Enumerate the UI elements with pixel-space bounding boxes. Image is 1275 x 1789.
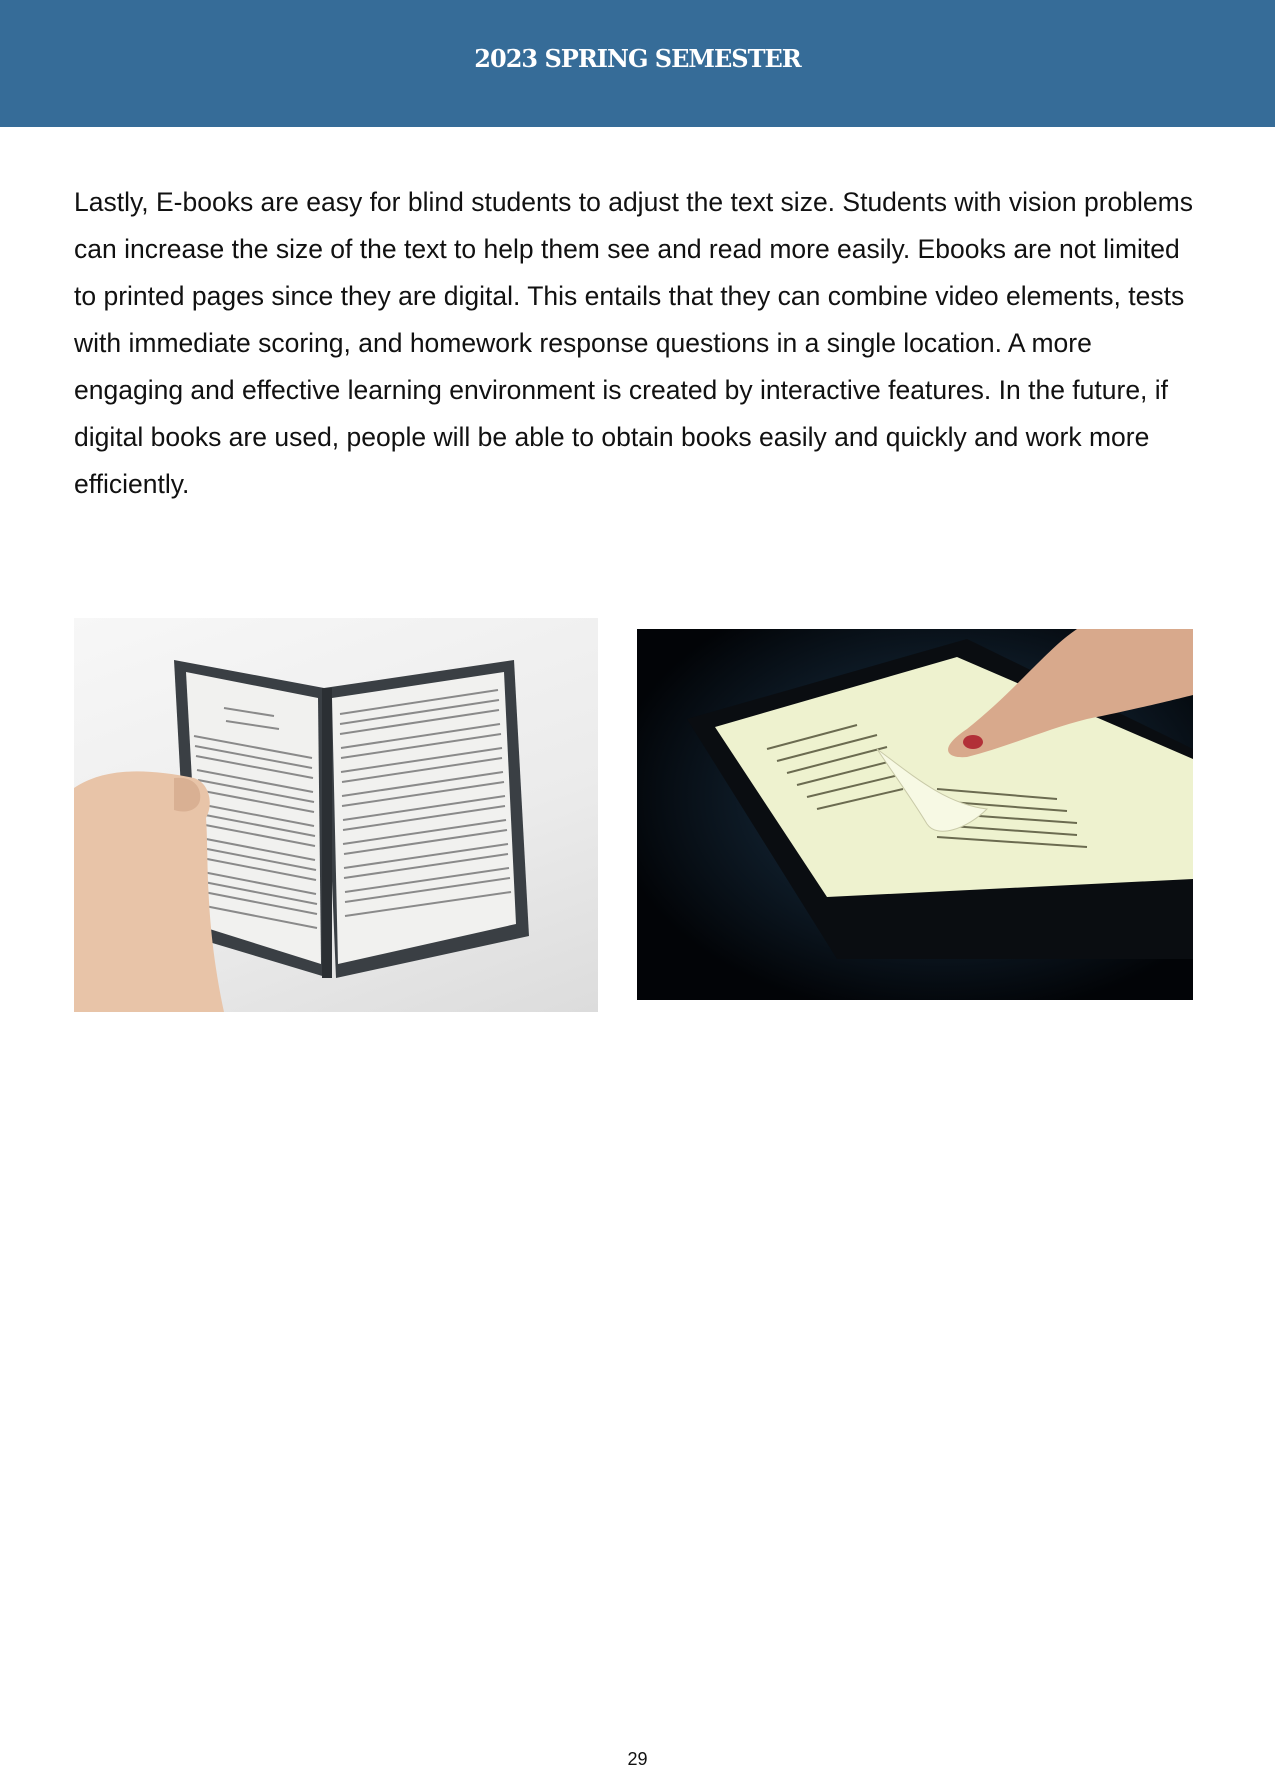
ebook-reader-photo <box>74 618 598 1012</box>
page-number: 29 <box>627 1749 648 1769</box>
body-paragraph: Lastly, E-books are easy for blind students to adjust the text size. Students with vision problems can increase the size of the text to help them see and read more easily. Ebooks are not limited to printed pages since they are digital. This entails that they can combine video elements, tests with immediate scoring, and homework response questions in a single location. A more engaging and effective learning environment is created by interactive features. In the future, if digital books are used, people will be able to obtain books easily and quickly and work more efficiently. <box>74 187 1193 499</box>
tablet-page-turn-photo <box>637 629 1193 1000</box>
header-title: 2023 SPRING SEMESTER <box>474 44 801 73</box>
header-banner <box>0 0 1275 127</box>
